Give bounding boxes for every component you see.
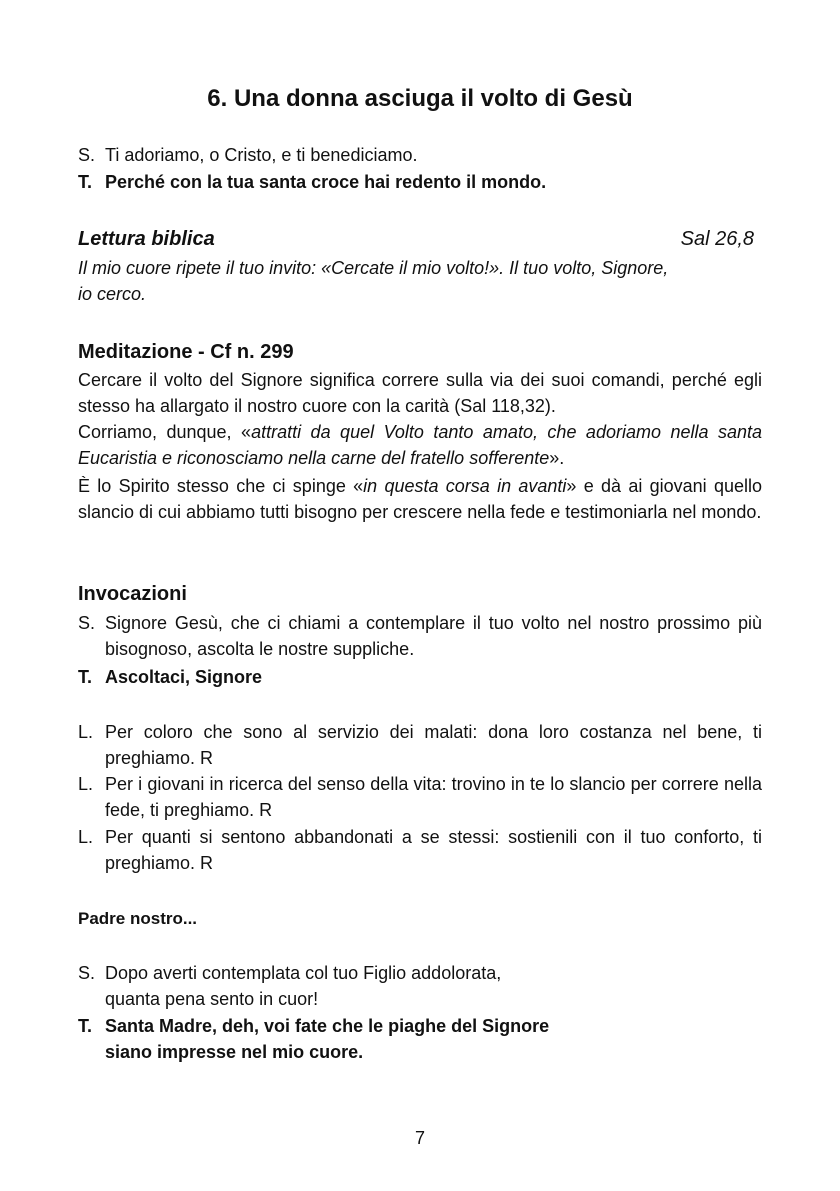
speaker-label: L. bbox=[78, 827, 94, 847]
p3-quote: in questa corsa in avanti bbox=[363, 476, 567, 496]
closing-t-line bbox=[78, 1013, 762, 1065]
meditation-paragraph-1: Cercare il volto del Signore significa correre sulla via dei suoi comandi, perché egli stesso ha allargato il nostro cuore con la carità (Sal 118,32). bbox=[78, 370, 762, 416]
invocation-text: Per i giovani in ricerca del senso della vita: trovino in te lo slancio per correre nella fede, ti preghiamo. R bbox=[105, 774, 762, 820]
invocations-s-line bbox=[78, 610, 762, 662]
invocations-t-line bbox=[78, 664, 762, 690]
reading-heading-row bbox=[78, 225, 762, 253]
p2-pre: Corriamo, dunque, « bbox=[78, 422, 252, 442]
invocation-item bbox=[78, 824, 762, 876]
reading-text-line-1: Il mio cuore ripete il tuo invito: «Cercate il mio volto!». Il tuo volto, Signore, bbox=[78, 258, 669, 278]
page-number: 7 bbox=[414, 1128, 425, 1148]
invocation-item bbox=[78, 771, 762, 823]
speaker-label: S. bbox=[78, 613, 96, 633]
speaker-label: T. bbox=[78, 1016, 93, 1036]
opening-s-line bbox=[78, 142, 762, 168]
p3-pre: È lo Spirito stesso che ci spinge « bbox=[78, 476, 364, 496]
padre-nostro: Padre nostro... bbox=[78, 909, 198, 928]
opening-t-text: Perché con la tua santa croce hai redento il mondo. bbox=[105, 172, 547, 192]
speaker-label: T. bbox=[78, 172, 93, 192]
invocation-text: Per quanti si sentono abbandonati a se stessi: sostienili con il tuo conforto, ti preghiamo. R bbox=[105, 827, 762, 873]
invocations-t-text: Ascoltaci, Signore bbox=[105, 667, 263, 687]
meditation-paragraph-3 bbox=[78, 473, 762, 525]
page-title: 6. Una donna asciuga il volto di Gesù bbox=[207, 85, 633, 112]
meditation-heading: Meditazione - Cf n. 299 bbox=[78, 341, 294, 363]
opening-t-line bbox=[78, 169, 762, 195]
reading-text-line-2: io cerco. bbox=[78, 284, 147, 304]
closing-s-text bbox=[105, 960, 762, 1012]
reading-reference: Sal 26,8 bbox=[680, 228, 754, 250]
speaker-label: L. bbox=[78, 774, 94, 794]
closing-t-text bbox=[105, 1013, 762, 1065]
invocations-s-text: Signore Gesù, che ci chiami a contemplare il tuo volto nel nostro prossimo più bisognoso, ascolta le nostre suppliche. bbox=[105, 613, 762, 659]
opening-s-text: Ti adoriamo, o Cristo, e ti benediciamo. bbox=[105, 145, 418, 165]
closing-s-line-1: Dopo averti contemplata col tuo Figlio addolorata, bbox=[105, 963, 502, 983]
speaker-label: S. bbox=[78, 145, 96, 165]
speaker-label: T. bbox=[78, 667, 93, 687]
meditation-paragraph-2 bbox=[78, 419, 762, 471]
invocation-item bbox=[78, 719, 762, 771]
p2-quote: attratti da quel Volto tanto amato, che adoriamo nella santa Eucaristia e riconosciamo nella carne del fratello sofferente bbox=[78, 422, 762, 468]
reading-heading: Lettura biblica bbox=[78, 228, 215, 250]
closing-s-line bbox=[78, 960, 762, 1012]
closing-t-line-1: Santa Madre, deh, voi fate che le piaghe del Signore bbox=[105, 1016, 550, 1036]
p2-post: ». bbox=[549, 448, 565, 468]
speaker-label: S. bbox=[78, 963, 96, 983]
p3-post: » e dà ai giovani quello slancio di cui abbiamo tutti bisogno per crescere nella fede e testimoniarla nel mondo. bbox=[78, 476, 762, 522]
closing-t-line-2: siano impresse nel mio cuore. bbox=[105, 1042, 364, 1062]
invocation-text: Per coloro che sono al servizio dei malati: dona loro costanza nel bene, ti preghiamo. R bbox=[105, 722, 762, 768]
invocations-heading: Invocazioni bbox=[78, 583, 187, 605]
speaker-label: L. bbox=[78, 722, 94, 742]
closing-s-line-2: quanta pena sento in cuor! bbox=[105, 989, 319, 1009]
